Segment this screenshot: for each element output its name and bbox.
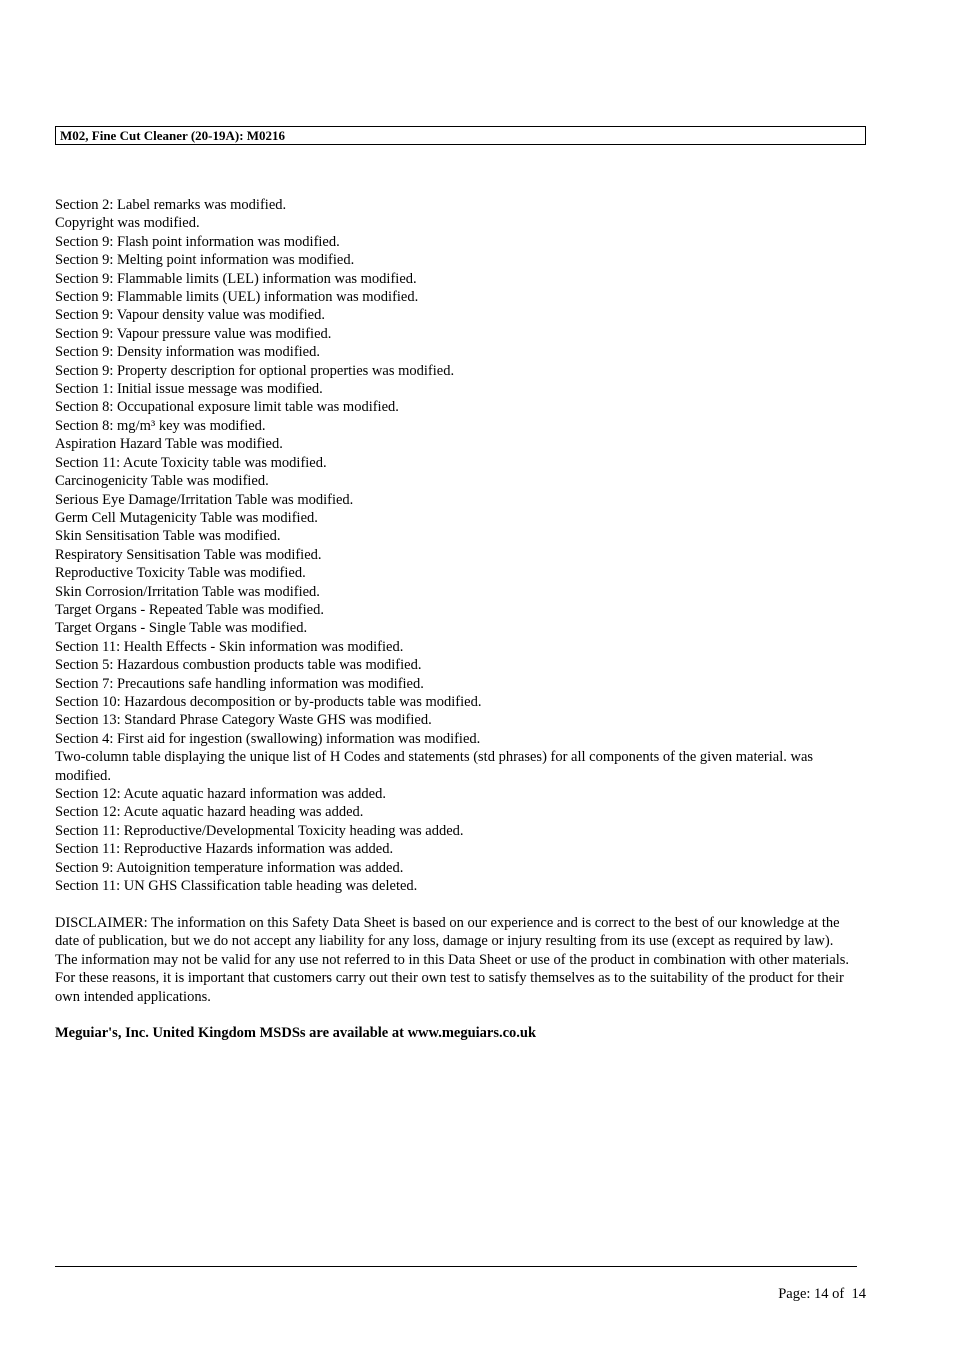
change-item: Section 11: Reproductive Hazards information was added. — [55, 841, 394, 858]
page-number: Page: 14 of 14 — [778, 1286, 866, 1302]
change-item: Section 4: First aid for ingestion (swallowing) information was modified. — [55, 730, 481, 747]
change-item: Section 11: UN GHS Classification table heading was deleted. — [55, 878, 418, 895]
change-item: Section 9: Autoignition temperature information was added. — [55, 859, 404, 876]
document-header — [55, 126, 866, 145]
change-item: Section 5: Hazardous combustion products table was modified. — [55, 657, 422, 674]
change-item: Section 12: Acute aquatic hazard information was added. — [55, 786, 386, 802]
change-item: Section 9: Vapour pressure value was modified. — [55, 325, 332, 342]
change-item: Section 2: Label remarks was modified. — [55, 197, 287, 213]
change-item: Section 9: Flash point information was modified. — [55, 233, 340, 250]
footer-divider — [55, 1266, 857, 1267]
change-item: Carcinogenicity Table was modified. — [55, 473, 269, 490]
change-item: Section 9: Density information was modified. — [55, 344, 320, 361]
change-item: Two-column table displaying the unique list of H Codes and statements (std phrases) for all components of the given material. was modified. — [55, 749, 814, 784]
change-item: Target Organs - Single Table was modified. — [55, 620, 308, 637]
change-item: Section 10: Hazardous decomposition or by-products table was modified. — [55, 693, 482, 710]
change-item: Section 9: Vapour density value was modified. — [55, 307, 325, 324]
disclaimer-paragraph: DISCLAIMER: The information on this Safety Data Sheet is based on our experience and is correct to the best of our knowledge at the date of publication, but we do not accept any liability for any loss, damage or injury resulting from its use (except as required by law). The information may not be valid for any use not referred to in this Data Sheet or use of the product in combination with other materials. For these reasons, it is important that customers carry out their own test to satisfy themselves as to the suitability of the product for their own intended applications. — [55, 915, 850, 1005]
product-title: M02, Fine Cut Cleaner (20-19A): M0216 — [60, 128, 286, 143]
change-item: Section 1: Initial issue message was modified. — [55, 381, 323, 398]
change-item: Section 8: mg/m³ key was modified. — [55, 417, 266, 434]
change-item: Reproductive Toxicity Table was modified. — [55, 565, 306, 582]
change-item: Respiratory Sensitisation Table was modified. — [55, 546, 322, 563]
change-item: Section 7: Precautions safe handling information was modified. — [55, 675, 424, 692]
change-item: Section 13: Standard Phrase Category Waste GHS was modified. — [55, 712, 432, 729]
change-item: Copyright was modified. — [55, 215, 200, 232]
change-item: Skin Sensitisation Table was modified. — [55, 528, 281, 545]
change-item: Target Organs - Repeated Table was modified. — [55, 601, 324, 618]
change-item: Section 8: Occupational exposure limit table was modified. — [55, 399, 399, 416]
change-item: Section 11: Health Effects - Skin information was modified. — [55, 638, 404, 655]
change-item: Section 11: Acute Toxicity table was modified. — [55, 454, 327, 471]
change-item: Germ Cell Mutagenicity Table was modified. — [55, 509, 318, 526]
change-item: Section 9: Flammable limits (UEL) information was modified. — [55, 289, 419, 306]
change-item: Section 9: Property description for optional properties was modified. — [55, 362, 455, 379]
change-item: Serious Eye Damage/Irritation Table was modified. — [55, 491, 354, 508]
change-item: Section 9: Flammable limits (LEL) information was modified. — [55, 270, 417, 287]
change-item: Section 9: Melting point information was modified. — [55, 252, 355, 269]
change-item: Section 11: Reproductive/Developmental Toxicity heading was added. — [55, 822, 464, 839]
change-item: Section 12: Acute aquatic hazard heading was added. — [55, 804, 364, 821]
change-item: Aspiration Hazard Table was modified. — [55, 436, 283, 453]
revision-change-list — [55, 196, 855, 895]
availability-note: Meguiar's, Inc. United Kingdom MSDSs are available at www.meguiars.co.uk — [55, 1025, 537, 1041]
change-item: Skin Corrosion/Irritation Table was modified. — [55, 583, 320, 600]
